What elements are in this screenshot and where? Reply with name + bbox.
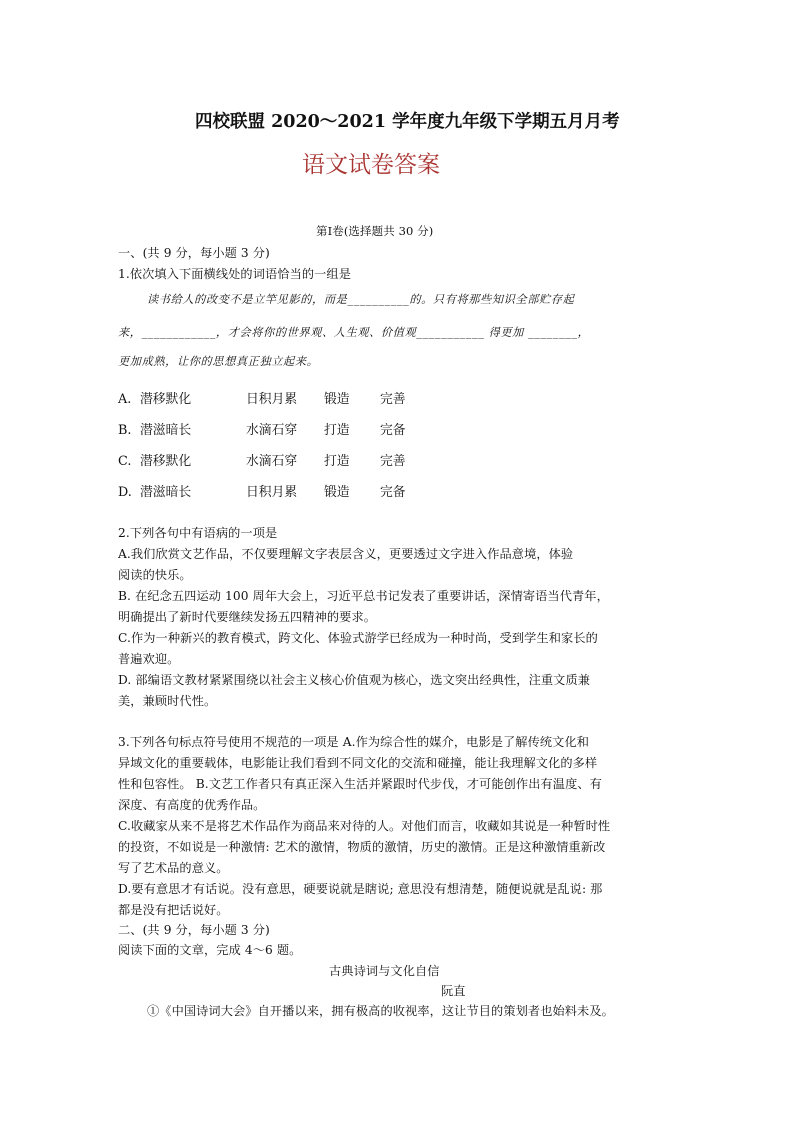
question-3-line: 3.下列各句标点符号使用不规范的一项是 A.作为综合性的媒介，电影是了解传统文化和 xyxy=(118,735,590,749)
question-3-line: 都是没有把话说好。 xyxy=(118,903,229,917)
part-two-heading: 二、(共 9 分，每小题 3 分) xyxy=(118,923,270,937)
option-word: 水滴石穿 xyxy=(246,454,298,469)
question-2-line: D. 部编语文教材紧紧围绕以社会主义核心价值观为核心，选文突出经典性，注重文质兼 xyxy=(118,673,591,687)
option-word: 完备 xyxy=(380,485,406,500)
option-word: 打造 xyxy=(324,423,350,438)
option-word: 完善 xyxy=(380,454,406,469)
question-2-line: B. 在纪念五四运动 100 周年大会上，习近平总书记发表了重要讲话，深情寄语当代青年， xyxy=(118,589,609,603)
option-word: 潜滋暗长 xyxy=(140,485,192,500)
article-author: 阮直 xyxy=(441,984,466,998)
reading-instruction: 阅读下面的文章，完成 4～6 题。 xyxy=(118,943,302,957)
question-3-line: 异域文化的重要载体，电影能让我们看到不同文化的交流和碰撞，能让我理解文化的多样 xyxy=(118,756,598,770)
option-label: B. xyxy=(118,423,132,438)
question-2-line: 明确提出了新时代要继续发扬五四精神的要求。 xyxy=(118,610,377,624)
page-title: 四校联盟 2020～2021 学年度九年级下学期五月月考 xyxy=(195,112,620,132)
option-word: 水滴石穿 xyxy=(246,423,298,438)
question-3-line: 深度、有高度的优秀作品。 xyxy=(118,798,266,812)
question-3-line: 写了艺术品的意义。 xyxy=(118,861,229,875)
question-2-line: 2.下列各句中有语病的一项是 xyxy=(118,526,278,540)
question-3-line: 性和包容性。 B.文艺工作者只有真正深入生活并紧跟时代步伐，才可能创作出有温度、有 xyxy=(118,777,602,791)
article-paragraph: ①《中国诗词大会》自开播以来，拥有极高的收视率，这让节目的策划者也始料未及。 xyxy=(147,1004,614,1018)
option-label: D. xyxy=(118,485,132,500)
question-1-option-d xyxy=(118,481,406,500)
option-label: C. xyxy=(118,454,132,469)
option-word: 日积月累 xyxy=(246,392,298,407)
question-1-option-c xyxy=(118,450,406,469)
section-heading: 第Ⅰ卷(选择题共 30 分) xyxy=(316,224,434,238)
option-word: 潜滋暗长 xyxy=(140,423,192,438)
question-2-line: C.作为一种新兴的教育模式，跨文化、体验式游学已经成为一种时尚，受到学生和家长的 xyxy=(118,631,598,645)
option-word: 日积月累 xyxy=(246,485,298,500)
option-word: 完善 xyxy=(380,392,406,407)
question-2-line: A.我们欣赏文艺作品，不仅要理解文字表层含义，更要透过文字进入作品意境，体验 xyxy=(118,547,574,561)
page-subtitle: 语文试卷答案 xyxy=(302,152,440,178)
option-word: 潜移默化 xyxy=(140,454,192,469)
part-heading: 一、(共 9 分，每小题 3 分) xyxy=(118,246,270,260)
option-label: A. xyxy=(118,392,132,407)
question-2-line: 美，兼顾时代性。 xyxy=(118,694,217,708)
option-word: 潜移默化 xyxy=(140,392,192,407)
question-1-passage-line: 来，____________，才会将你的世界观、人生观、价值观___________ 得更加 ________， xyxy=(118,326,590,339)
option-word: 锻造 xyxy=(324,485,350,500)
question-3-line: C.收藏家从来不是将艺术作品作为商品来对待的人。对他们而言，收藏如其说是一种暂时性 xyxy=(118,819,611,833)
question-2-line: 普遍欢迎。 xyxy=(118,652,180,666)
question-2-line: 阅读的快乐。 xyxy=(118,568,192,582)
option-word: 锻造 xyxy=(324,392,350,407)
option-word: 打造 xyxy=(324,454,350,469)
question-3-line: 的投资，不如说是一种激情: 艺术的激情，物质的激情，历史的激情。正是这种激情重新改 xyxy=(118,840,606,854)
question-1-stem: 1.依次填入下面横线处的词语恰当的一组是 xyxy=(118,267,352,281)
question-1-option-a xyxy=(118,388,406,407)
question-3-line: D.要有意思才有话说。没有意思，硬要说就是瞎说; 意思没有想清楚，随便说就是乱说: 那 xyxy=(118,882,603,896)
article-title: 古典诗词与文化自信 xyxy=(329,964,440,978)
option-word: 完备 xyxy=(380,423,406,438)
question-1-passage-line: 读书给人的改变不是立竿见影的，而是__________的。只有将那些知识全部贮存起 xyxy=(147,293,575,306)
question-1-passage-line: 更加成熟，让你的思想真正独立起来。 xyxy=(118,355,319,368)
question-1-option-b xyxy=(118,419,406,438)
